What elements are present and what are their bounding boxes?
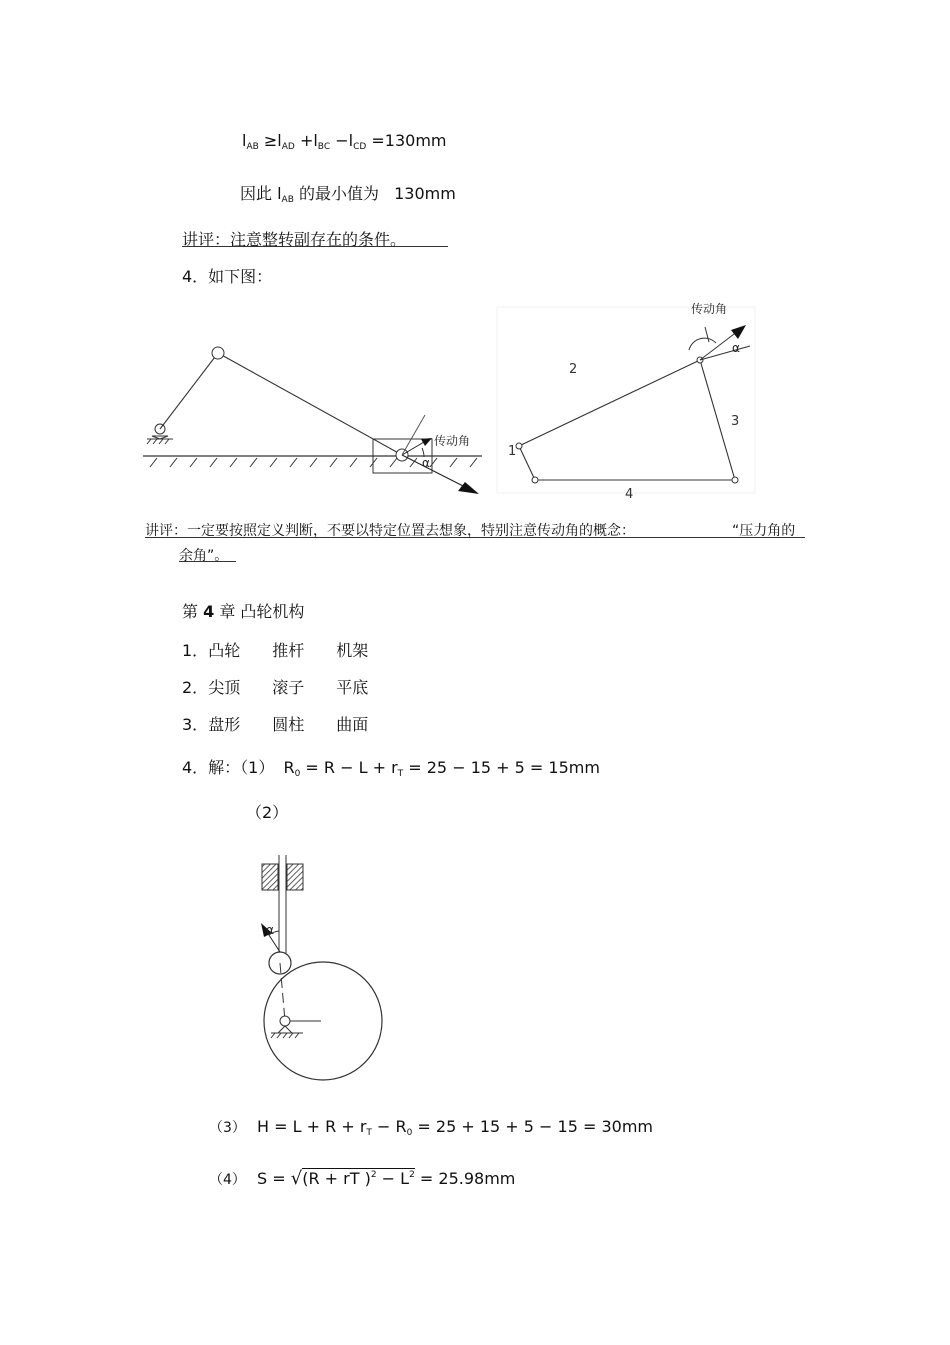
comment-2-underline-1 [145,537,805,538]
sqrt-sign: √ [290,1168,303,1189]
guide-left [262,864,278,890]
fixed-pivot-icon [147,424,173,444]
link-1 [519,446,535,480]
chapter-title: 第 4 章 凸轮机构 [182,602,305,621]
question-4-title: 4．如下图： [182,267,273,286]
link-number-2: 2 [569,362,578,377]
solution-part-4: （4） S = √(R + rT )$^2 - L^2 = 25.98mm$ [209,1168,516,1189]
answer-3: 3．盘形 圆柱 曲面 [182,715,369,734]
cam-figure [245,855,390,1085]
solution-part-3: （3） $H = L + R + r_T - R_0 = 25 + 15 + 5 - 15 = 30mm$ [209,1117,654,1138]
alpha-label: α [422,456,430,470]
alpha-label: α [732,341,740,355]
link-3 [700,360,735,480]
solution-part-1: 4．解：（1） $R_0 = R - L + r_T = 25 - 15 + 5 = 15mm$ [182,758,600,779]
link-2 [519,360,700,446]
comment-2-line-1: 讲评：一定要按照定义判断，不要以特定位置去想象，特别注意传动角的概念： [145,523,635,539]
force-arrow-icon [458,482,479,494]
answer-2: 2．尖顶 滚子 平底 [182,678,369,697]
guide-right [287,864,303,890]
link-number-3: 3 [731,414,740,429]
cam-pivot-icon [271,1016,303,1038]
solution-part-2-label: （2） [246,803,289,822]
conclusion-line: 因此 $l_{AB}$ 的最小值为 130mm [240,184,456,205]
transmission-angle-label: 传动角 [691,302,728,316]
alpha-label: α [266,923,274,937]
comment-2-underline-2 [179,561,236,562]
transmission-angle-label: 传动角 [434,434,471,448]
crank-link [160,353,218,429]
comment-1: 讲评：注意整转副存在的条件。 [182,230,407,249]
comment-1-underline [182,246,448,247]
comment-2-line-2: 余角”。 [179,548,229,564]
link-number-1: 1 [508,444,517,459]
inequality-line: $l_{AB} \ge l_{AD} +l_{BC} -l_{CD} =130mm$ [242,131,447,152]
link-number-4: 4 [625,487,634,502]
comment-2-line-1-end: “压力角的 [732,523,796,539]
answer-1: 1．凸轮 推杆 机架 [182,641,369,660]
velocity-arrow-icon [731,325,746,339]
connecting-rod [218,353,402,455]
four-bar-figure [495,295,760,505]
slider-crank-figure [140,335,485,500]
